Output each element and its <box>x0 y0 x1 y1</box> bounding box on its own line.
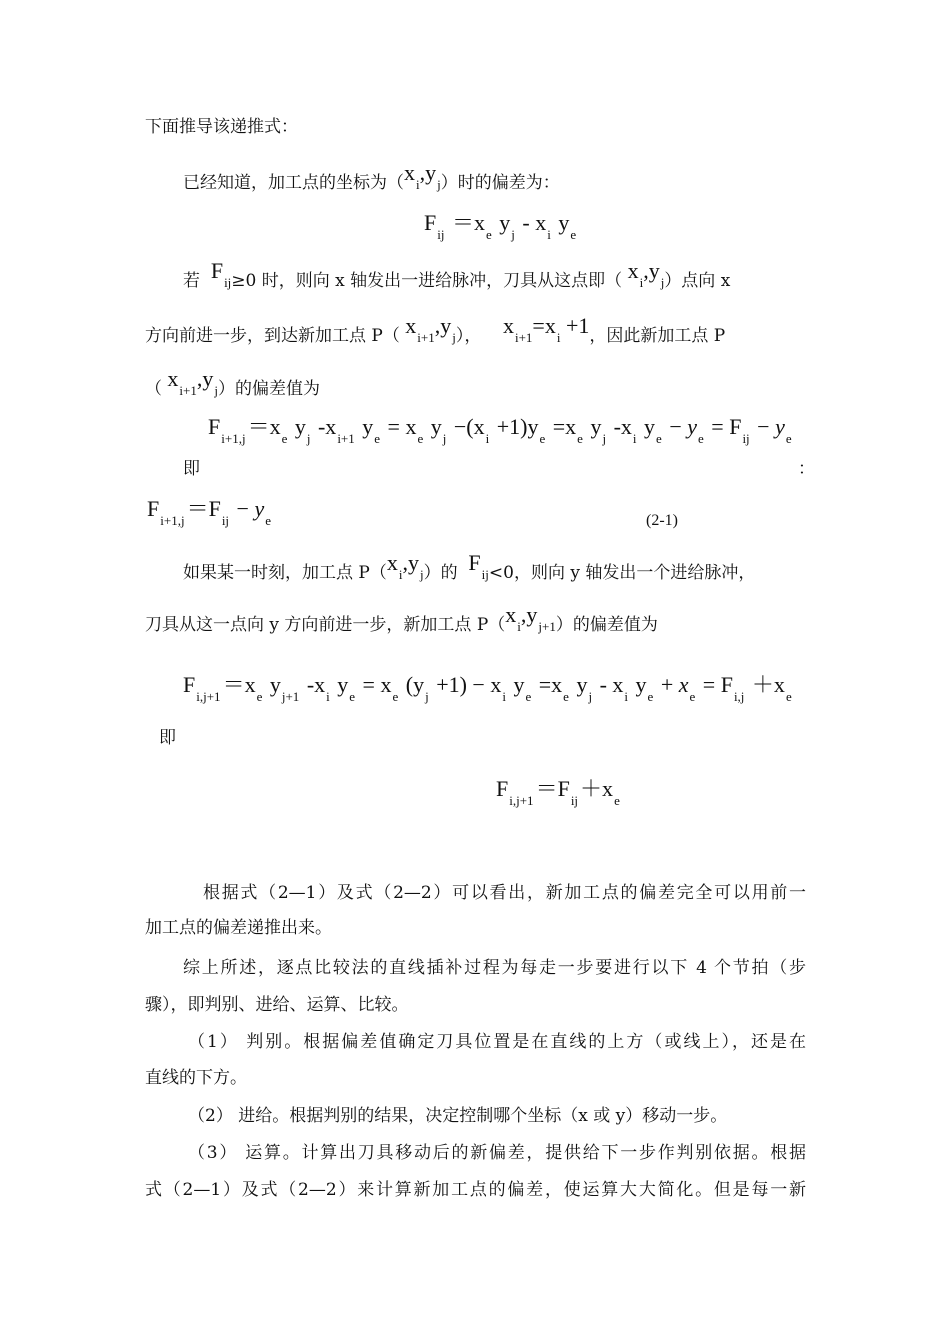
paragraph-known: 已经知道，加工点的坐标为$(x_i,y_j)$时的偏差为： <box>183 160 560 193</box>
step-2: （2） 进给。根据判别的结果，决定控制哪个坐标（x 或 y）移动一步。 <box>188 1106 728 1126</box>
paragraph-conclusion-line1: 根据式（2—1）及式（2—2）可以看出，新加工点的偏差完全可以用前一 <box>203 883 806 903</box>
math-subscript: e <box>281 431 288 446</box>
math-subscript: e <box>785 689 792 704</box>
paragraph-move-y: 刀具从这一点向 y 方向前进一步，新加工点 $P(x_i,y_{j+1})$的偏差值为 <box>145 602 658 635</box>
math-text: y <box>331 672 349 697</box>
math-subscript: j <box>588 689 593 704</box>
math-text: (y <box>400 672 425 697</box>
equation-xi1: $x_{i+1}=x_i +1$ <box>502 313 590 345</box>
math-italic-symbol: x <box>678 672 689 697</box>
math-subscript: e <box>689 689 696 704</box>
step-1-line2: 直线的下方。 <box>145 1068 247 1088</box>
math-text: y <box>507 672 525 697</box>
math-text: ＋x <box>580 776 614 801</box>
math-subscript: e <box>265 513 272 528</box>
step-1-line1: （1） 判别。根据偏差值确定刀具位置是在直线的上方（或线上），还是在 <box>188 1032 806 1052</box>
math-subscript: j <box>425 689 429 704</box>
math-subscript: i <box>547 227 551 242</box>
math-text: -x <box>301 672 326 697</box>
math-subscript: e <box>698 431 704 446</box>
math-subscript: e <box>785 431 792 446</box>
math-subscript: j <box>602 431 607 446</box>
math-subscript: e <box>647 689 654 704</box>
math-text: F <box>147 496 160 521</box>
symbol-fij: $F_{ij}$ <box>468 550 489 582</box>
math-text: −(x <box>448 414 485 439</box>
math-subscript: ij <box>570 793 579 808</box>
equation-tag-2-1: (2-1) <box>646 512 678 529</box>
math-subscript: e <box>614 793 620 808</box>
step-3-line2: 式（2—1）及式（2—2）来计算新加工点的偏差，使运算大大简化。但是每一新 <box>145 1180 806 1200</box>
math-text: = x <box>382 414 417 439</box>
math-italic-symbol: y <box>687 414 697 439</box>
math-subscript: i,j <box>733 689 745 704</box>
paragraph-intro: 下面推导该递推式： <box>145 117 298 137</box>
math-text: y <box>584 414 602 439</box>
math-text: +1) − x <box>430 672 502 697</box>
math-subscript: e <box>570 227 577 242</box>
paragraph-summary-line2: 骤），即判别、进给、运算、比较。 <box>145 995 409 1015</box>
math-subscript: ij <box>437 227 445 242</box>
math-subscript: i <box>326 689 330 704</box>
math-text: = F <box>705 414 742 439</box>
math-subscript: e <box>256 689 263 704</box>
math-italic-symbol: y <box>775 414 785 439</box>
math-subscript: e <box>417 431 424 446</box>
math-text: F <box>208 414 221 439</box>
paragraph-summary-line1: 综上所述，逐点比较法的直线插补过程为每走一步要进行以下 4 个节拍（步 <box>183 958 806 978</box>
math-subscript: e <box>563 689 569 704</box>
math-subscript: e <box>486 227 492 242</box>
math-text: ＝x <box>222 672 256 697</box>
paragraph-conclusion-line2: 加工点的偏差递推出来。 <box>145 918 332 938</box>
coord-xi-yj: $x_i,y_j$ <box>404 160 441 192</box>
math-subscript: e <box>392 689 399 704</box>
label-ji: 即 <box>183 459 200 479</box>
math-subscript: i+1,j <box>160 513 185 528</box>
math-text: -x <box>312 414 337 439</box>
paragraph-move-x: 方向前进一步，到达新加工点 P（ $x_{i+1},y_j$）， $x_{i+1}=x_i +1$，因此新加工点 P <box>145 313 726 346</box>
label-ji-2: 即 <box>159 728 176 748</box>
math-subscript: i,j+1 <box>196 689 221 704</box>
math-subscript: i <box>485 431 490 446</box>
math-text: y <box>289 414 306 439</box>
math-text: y <box>570 672 588 697</box>
math-text: y <box>493 210 511 235</box>
math-subscript: e <box>656 431 662 446</box>
math-text: ＝F <box>535 776 570 801</box>
symbol-fij: $F_{ij}$ <box>210 258 232 290</box>
math-text: ＝F <box>186 496 221 521</box>
math-subscript: j+1 <box>281 689 300 704</box>
math-text: y <box>552 210 570 235</box>
math-text: ＋x <box>746 672 785 697</box>
colon: ： <box>798 459 815 479</box>
math-text: + <box>655 672 679 697</box>
math-text: ＝x <box>446 210 485 235</box>
math-subscript: i+1,j <box>221 431 246 446</box>
paragraph-new-point: （ $x_{i+1},y_j$）的偏差值为 <box>145 366 320 399</box>
math-subscript: j <box>442 431 447 446</box>
math-subscript: i <box>502 689 506 704</box>
coord-xi-yj: $x_i,y_j$ <box>386 550 424 582</box>
math-text: y <box>638 414 656 439</box>
math-subscript: ij <box>742 431 750 446</box>
math-subscript: e <box>374 431 381 446</box>
math-text: y <box>630 672 647 697</box>
math-text: y <box>264 672 281 697</box>
math-text: = F <box>697 672 733 697</box>
coord-xi-yj: $x_i,y_j$ <box>627 258 665 290</box>
math-subscript: i <box>624 689 629 704</box>
math-text: - x <box>594 672 624 697</box>
equation-fij <box>424 206 578 242</box>
math-subscript: i,j+1 <box>509 793 534 808</box>
math-text: - x <box>516 210 547 235</box>
math-subscript: e <box>577 431 583 446</box>
coord-xi1-yj: $x_{i+1},y_j$ <box>405 313 456 345</box>
math-text: = x <box>357 672 392 697</box>
equation-fij1-derivation <box>183 668 794 704</box>
math-text: − <box>231 496 255 521</box>
math-text: F <box>496 776 509 801</box>
equation-fi1j-derivation <box>208 410 794 446</box>
coord-xi1-yj: $x_{i+1},y_j$ <box>167 366 218 398</box>
equation-2-2 <box>496 772 622 808</box>
math-text: =x <box>533 672 563 697</box>
math-text: ＝x <box>247 414 281 439</box>
math-subscript: e <box>539 431 546 446</box>
math-subscript: i <box>632 431 637 446</box>
math-text: +1)y <box>491 414 539 439</box>
math-text: y <box>425 414 442 439</box>
math-subscript: j <box>306 431 311 446</box>
math-subscript: i+1 <box>337 431 355 446</box>
equation-2-1 <box>147 492 273 528</box>
math-subscript: e <box>525 689 532 704</box>
math-text: F <box>183 672 196 697</box>
paragraph-if-fij: 若 $F_{ij}\ge 0$ 时，则向 x 轴发出一进给脉冲，刀具从这点即（ $x_i,y_j$）点向 x <box>183 258 731 291</box>
math-text: y <box>356 414 374 439</box>
math-subscript: ij <box>221 513 230 528</box>
math-italic-symbol: y <box>254 496 265 521</box>
coord-xi-yj1: $x_i,y_{j+1}$ <box>505 602 556 634</box>
math-text: F <box>424 210 437 235</box>
math-subscript: e <box>349 689 356 704</box>
math-text: − <box>751 414 776 439</box>
step-3-line1: （3） 运算。计算出刀具移动后的新偏差，提供给下一步作判别依据。根据 <box>188 1143 806 1163</box>
math-text: =x <box>547 414 577 439</box>
math-subscript: j <box>511 227 515 242</box>
paragraph-if-negative: 如果某一时刻，加工点 $P(x_i,y_j)$的 $F_{ij}<0$，则向 y 轴发出一个进给脉冲， <box>183 550 756 583</box>
math-text: -x <box>608 414 632 439</box>
math-text: − <box>663 414 688 439</box>
